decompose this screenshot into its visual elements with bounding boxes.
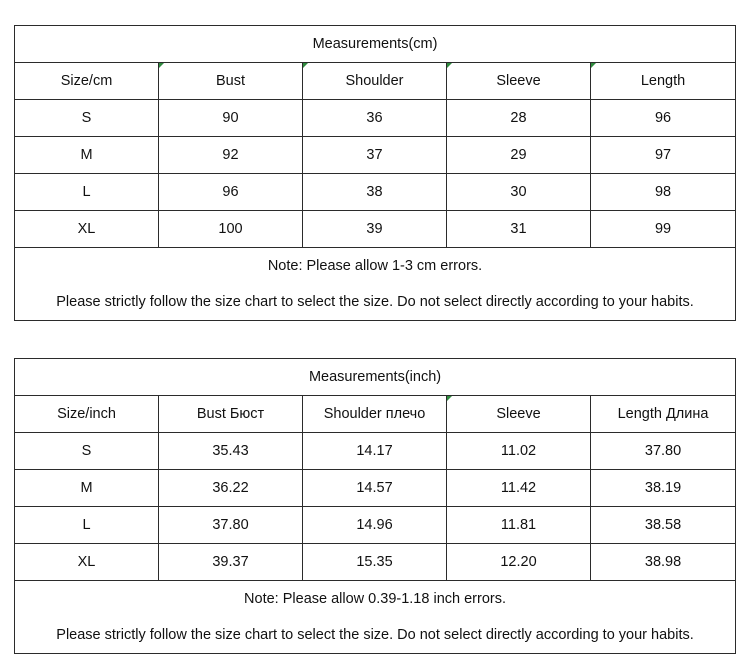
header-cell: Sleeve	[447, 396, 591, 433]
value-cell: 92	[159, 137, 303, 174]
size-table-inch	[14, 358, 736, 654]
value-cell: 96	[159, 174, 303, 211]
value-cell: 11.02	[447, 433, 591, 470]
title-row	[15, 359, 736, 396]
value-cell: 99	[591, 211, 736, 248]
value-cell: 38	[303, 174, 447, 211]
value-cell: 36.22	[159, 470, 303, 507]
table-title: Measurements(cm)	[15, 26, 736, 63]
size-cell: L	[15, 174, 159, 211]
value-cell: 11.42	[447, 470, 591, 507]
header-cell: Shoulder	[303, 63, 447, 100]
header-cell: Sleeve	[447, 63, 591, 100]
value-cell: 100	[159, 211, 303, 248]
value-cell: 37	[303, 137, 447, 174]
value-cell: 39.37	[159, 544, 303, 581]
value-cell: 37.80	[159, 507, 303, 544]
value-cell: 39	[303, 211, 447, 248]
size-advice: Please strictly follow the size chart to select the size. Do not select directly according to your habits.	[15, 284, 736, 321]
table-title: Measurements(inch)	[15, 359, 736, 396]
value-cell: 31	[447, 211, 591, 248]
size-cell: M	[15, 137, 159, 174]
error-note: Note: Please allow 0.39-1.18 inch errors.	[15, 581, 736, 618]
value-cell: 14.96	[303, 507, 447, 544]
value-cell: 11.81	[447, 507, 591, 544]
value-cell: 90	[159, 100, 303, 137]
value-cell: 37.80	[591, 433, 736, 470]
value-cell: 36	[303, 100, 447, 137]
title-row	[15, 26, 736, 63]
table-row	[15, 544, 736, 581]
value-cell: 38.98	[591, 544, 736, 581]
size-table-cm	[14, 25, 736, 321]
value-cell: 96	[591, 100, 736, 137]
error-note: Note: Please allow 1-3 cm errors.	[15, 248, 736, 285]
header-cell: Size/inch	[15, 396, 159, 433]
value-cell: 38.19	[591, 470, 736, 507]
value-cell: 97	[591, 137, 736, 174]
size-cell: S	[15, 100, 159, 137]
value-cell: 14.17	[303, 433, 447, 470]
size-advice: Please strictly follow the size chart to select the size. Do not select directly according to your habits.	[15, 617, 736, 654]
advice-row	[15, 284, 736, 321]
value-cell: 29	[447, 137, 591, 174]
table-row	[15, 174, 736, 211]
header-cell: Size/cm	[15, 63, 159, 100]
value-cell: 14.57	[303, 470, 447, 507]
value-cell: 38.58	[591, 507, 736, 544]
table-row	[15, 137, 736, 174]
table-row	[15, 507, 736, 544]
note-row	[15, 248, 736, 285]
size-cell: S	[15, 433, 159, 470]
header-cell: Bust Бюст	[159, 396, 303, 433]
value-cell: 15.35	[303, 544, 447, 581]
value-cell: 12.20	[447, 544, 591, 581]
table-row	[15, 433, 736, 470]
table-row	[15, 470, 736, 507]
value-cell: 28	[447, 100, 591, 137]
size-cell: XL	[15, 211, 159, 248]
note-row	[15, 581, 736, 618]
header-cell: Bust	[159, 63, 303, 100]
value-cell: 30	[447, 174, 591, 211]
table-row	[15, 211, 736, 248]
size-cell: L	[15, 507, 159, 544]
header-cell: Shoulder плечо	[303, 396, 447, 433]
header-row	[15, 396, 736, 433]
size-cell: M	[15, 470, 159, 507]
header-row	[15, 63, 736, 100]
value-cell: 98	[591, 174, 736, 211]
size-cell: XL	[15, 544, 159, 581]
advice-row	[15, 617, 736, 654]
header-cell: Length Длина	[591, 396, 736, 433]
value-cell: 35.43	[159, 433, 303, 470]
header-cell: Length	[591, 63, 736, 100]
table-row	[15, 100, 736, 137]
